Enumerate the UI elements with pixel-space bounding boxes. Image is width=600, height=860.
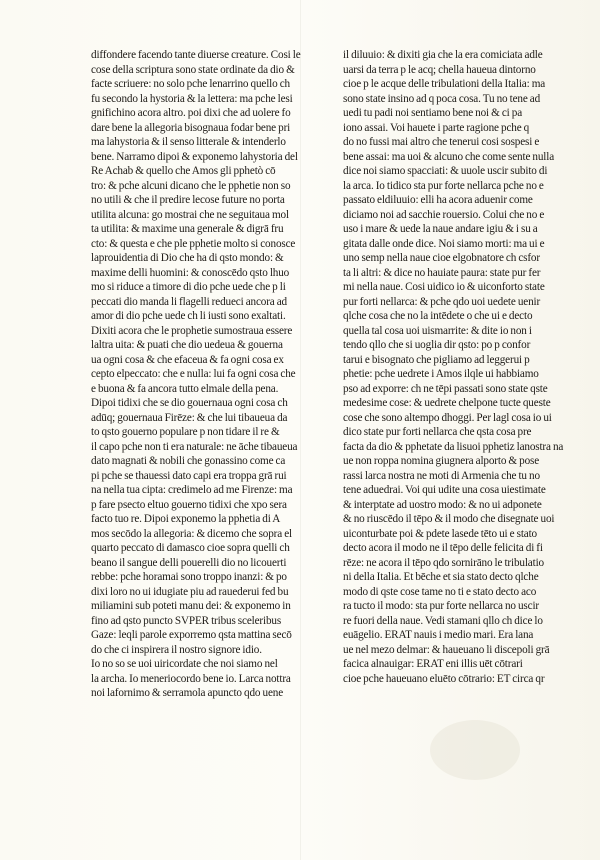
text-line: noi lafornimo & serramola apuncto qdo uene: [91, 687, 284, 699]
text-line: sono state insino ad q poca cosa. Tu no tene ad: [343, 92, 541, 105]
text-line: laltra uita: & puati che dio uedeua & gouerna: [91, 339, 283, 351]
text-line: medesime cose: & uedrete chelpone tucte queste: [343, 397, 551, 409]
text-line: tarui e bisognato che pigliamo ad leggerui p: [343, 353, 530, 366]
text-line: Io no so se uoi uiricordate che noi siamo nel: [91, 658, 278, 670]
text-line: ta utilita: & maxime una generale & digrā fru: [91, 223, 284, 235]
text-line: tendo qllo che si uoglia dir qsto: po p confor: [343, 339, 531, 351]
text-line: gitata dalle onde dice. Noi siamo morti: ma ui e: [343, 237, 545, 250]
text-line: bene. Narramo dipoi & exponemo lahystoria del: [91, 150, 298, 163]
text-line: na nella tua cipta: credimelo ad me Firenze: ma: [91, 484, 293, 496]
text-line: uno semp nella naue cioe elgobnatore ch csfor: [343, 252, 540, 264]
text-line: decto acora il modo ne il tēpo delle felicita di fi: [343, 542, 543, 554]
text-line: bene assai: ma uoi & alcuno che come sente nulla: [343, 150, 555, 163]
text-line: to qsto gouerno populare p non tidare il re &: [91, 426, 280, 438]
text-line: do no fussi mai altro che tenerui cosi sospesi e: [343, 136, 540, 148]
text-line: Dipoi tidixi che se dio gouernaua ogni cosa ch: [91, 397, 288, 409]
text-line: qlche cosa che no la intēdete o che ui e decto: [343, 310, 533, 322]
text-line: Re Achab & quello che Amos gli pphetò cō: [91, 165, 276, 177]
text-line: la arca. Io tidico sta pur forte nellarca pche no e: [343, 179, 544, 192]
text-line: cose che sono altempo dhoggi. Per lagl cosa io ui: [343, 411, 552, 424]
text-line: cepto elpeccato: che e nulla: lui fa ogni cosa che: [91, 368, 296, 380]
text-line: ue nel mezo delmar: & haueuano li discepoli grā: [343, 643, 550, 656]
text-line: tro: & pche alcuni dicano che le pphetie non so: [91, 179, 291, 192]
text-line: cioe pche haueuano eluēto cōtrario: ET circa qr: [343, 672, 545, 685]
text-line: & no riuscēdo il tēpo & il modo che disegnate uoi: [343, 513, 555, 525]
text-line: rebbe: pche horamai sono troppo inanzi: & po: [91, 571, 287, 583]
text-line: Dixiti acora che le prophetie sumostraua essere: [91, 324, 293, 337]
right-text-column: [343, 48, 577, 686]
text-line: facte scriuere: no solo pche lenarrino quello ch: [91, 78, 290, 90]
text-line: peccati dio manda li flagelli redueci ancora ad: [91, 295, 288, 308]
text-line: no utili & che il predire lecose future no porta: [91, 194, 285, 206]
text-line: diffondere facendo tante diuerse creature. Cosi le: [91, 49, 301, 61]
text-line: laprouidentia di Dio che ha di qsto mondo: &: [91, 252, 284, 264]
text-line: adūq; gouernaua Firēze: & che lui tibaueua da: [91, 411, 288, 424]
text-line: utilita alcuna: go mostrai che ne seguitaua mol: [91, 208, 289, 221]
text-line: mo si riduce a timore di dio pche uede che p li: [91, 281, 286, 293]
text-line: e buona & fa ancora tutto elmale della pena.: [91, 382, 279, 395]
text-line: uedi tu padi noi sentiamo bene noi & ci pa: [343, 107, 523, 119]
text-line: passato eldiluuio: elli ha acora aduenir come: [343, 194, 533, 206]
text-line: maxime delli huomini: & conoscēdo qsto lhuo: [91, 266, 290, 279]
text-line: fino ad qsto puncto SVPER tribus sceleribus: [91, 614, 282, 627]
text-line: iono assai. Voi hauete i parte ragione pche q: [343, 121, 530, 134]
text-line: facta da dio & pphetate da lisuoi pphetiz lanostra na: [343, 440, 564, 453]
text-line: il diluuio: & dixiti gia che la era comiciata adle: [343, 49, 543, 61]
text-line: ma lahystoria & il senso litterale & intenderlo: [91, 136, 286, 148]
text-line: cto: & questa e che ple pphetie molto si conosce: [91, 237, 296, 250]
text-line: mos secōdo la allegoria: & dicemo che sopra el: [91, 527, 292, 540]
text-line: uso i mare & uede la naue andare igiu & i su a: [343, 223, 538, 235]
text-line: ta li altri: & dice no hauiate paura: state pur fer: [343, 266, 541, 279]
text-line: p fare psecto eltuo gouerno tidixi che xpo sera: [91, 498, 287, 511]
text-line: diciamo noi ad sacchie rouersio. Colui che no e: [343, 208, 545, 221]
text-line: dare bene la allegoria bisognaua fodar bene pri: [91, 121, 291, 134]
text-line: pso ad exporre: ch ne tēpi passati sono state qste: [343, 382, 548, 395]
text-line: miliamini sub poteti manu dei: & exponemo in: [91, 600, 291, 612]
text-line: modo di qste cose tame no ti e stato decto aco: [343, 585, 537, 598]
text-line: fu secondo la hystoria & la lettera: ma pche lesi: [91, 92, 293, 105]
text-line: dato magnati & nobili che gonassino come ca: [91, 455, 286, 467]
text-line: beano il sangue delli pouerelli dio no licouerti: [91, 556, 287, 569]
text-line: & interptate ad uostro modo: & no ui adponete: [343, 498, 542, 511]
text-line: ua ogni cosa & che efaceua & fa ogni cosa ex: [91, 353, 284, 366]
text-line: gnifichino acora altro. poi dixi che ad uolere fo: [91, 107, 291, 119]
text-line: ra tucto il modo: sta pur forte nellarca no uscir: [343, 600, 539, 612]
text-line: amor di dio pche uede ch li iusti sono exaltati.: [91, 310, 286, 322]
text-line: dico state pur forti nellarca che qsta cosa pre: [343, 426, 532, 438]
text-line: do che ci inspirera il nostro signore idio.: [91, 643, 262, 656]
text-line: rēze: ne acora il tēpo qdo sornirāno le tribulatio: [343, 556, 544, 569]
paper-stain: [430, 720, 520, 780]
text-line: facto tuo re. Dipoi exponemo la pphetia di A: [91, 513, 281, 525]
text-line: tene aduedrai. Voi qui udite una cosa uiestimate: [343, 484, 546, 496]
text-line: pi pche se thauessi dato capi era troppa grā rui: [91, 469, 287, 482]
text-line: phetie: pche uedrete i Amos ilqle ui habbiamo: [343, 368, 539, 380]
text-line: re fuori della naue. Vedi stamani qllo ch dice lo: [343, 614, 543, 627]
text-line: dice noi siamo spacciati: & uuole uscir subito di: [343, 165, 548, 177]
text-line: rassi larca nostra ne moti di Armenia che tu no: [343, 469, 540, 482]
text-line: dixi loro no ui idugiate piu ad rauederui fed bu: [91, 585, 289, 598]
text-line: quarto peccato di damasco cioe sopra quelli ch: [91, 542, 290, 554]
text-line: cioe p le acque delle tribulationi della Italia: ma: [343, 78, 546, 90]
text-line: ue non roppa nomina giugnera alporto & pose: [343, 455, 540, 467]
text-line: quella tal cosa uoi uismarrite: & dite io non i: [343, 324, 532, 337]
left-text-column: [91, 48, 325, 701]
text-line: il capo pche non ti era naturale: ne āche tibaueua: [91, 440, 298, 453]
text-line: uarsi da terra p le acq; chella haueua dintorno: [343, 63, 536, 76]
text-line: euāgelio. ERAT nauis i medio mari. Era lana: [343, 629, 534, 641]
text-line: la archa. Io meneriocordo bene io. Larca nottra: [91, 672, 291, 685]
text-line: uiconturbate poi & pdete lasede tēto ui e stato: [343, 527, 537, 540]
text-line: cose della scriptura sono state ordinate da dio &: [91, 63, 295, 76]
text-line: Gaze: leqli parole exporremo qsta mattina secō: [91, 629, 292, 641]
text-line: ni della Italia. Et bēche et sia stato decto qlche: [343, 571, 539, 583]
text-line: facica alnauigar: ERAT eni illis uēt cōtrari: [343, 658, 523, 670]
text-line: pur forti nellarca: & pche qdo uoi uedete uenir: [343, 295, 541, 308]
text-line: mi nella naue. Cosi uidico io & uiconforto state: [343, 281, 545, 293]
